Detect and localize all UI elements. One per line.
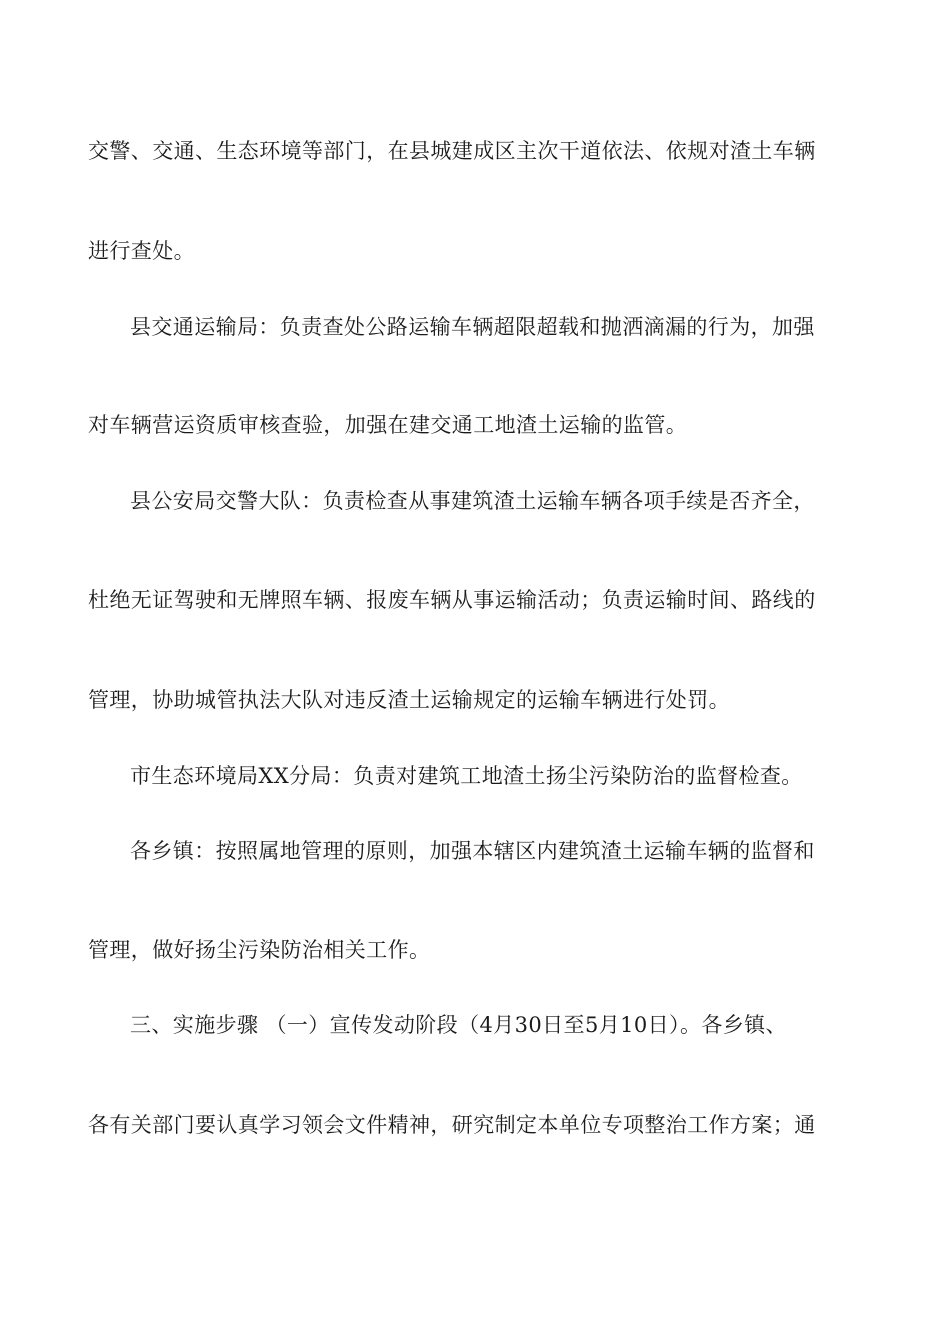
paragraph-line: 县公安局交警大队：负责检查从事建筑渣土运输车辆各项手续是否齐全，	[130, 489, 815, 513]
paragraph-line: 各乡镇：按照属地管理的原则，加强本辖区内建筑渣土运输车辆的监督和	[130, 839, 815, 863]
paragraph-line: 杜绝无证驾驶和无牌照车辆、报废车辆从事运输活动；负责运输时间、路线的	[88, 588, 816, 612]
paragraph-line: 管理，做好扬尘污染防治相关工作。	[88, 938, 431, 962]
paragraph-line: 市生态环境局XX分局：负责对建筑工地渣土扬尘污染防治的监督检查。	[130, 764, 803, 788]
paragraph-line: 进行查处。	[88, 239, 195, 263]
paragraph-line: 县交通运输局：负责查处公路运输车辆超限超载和抛洒滴漏的行为，加强	[130, 315, 815, 339]
paragraph-line: 交警、交通、生态环境等部门，在县城建成区主次干道依法、依规对渣土车辆	[88, 139, 816, 163]
paragraph-line: 各有关部门要认真学习领会文件精神，研究制定本单位专项整治工作方案；通	[88, 1113, 816, 1137]
section-heading-line: 三、实施步骤 （一）宣传发动阶段（4月30日至5月10日）。各乡镇、	[130, 1013, 787, 1037]
paragraph-line: 对车辆营运资质审核查验，加强在建交通工地渣土运输的监管。	[88, 413, 688, 437]
paragraph-line: 管理，协助城管执法大队对违反渣土运输规定的运输车辆进行处罚。	[88, 688, 730, 712]
